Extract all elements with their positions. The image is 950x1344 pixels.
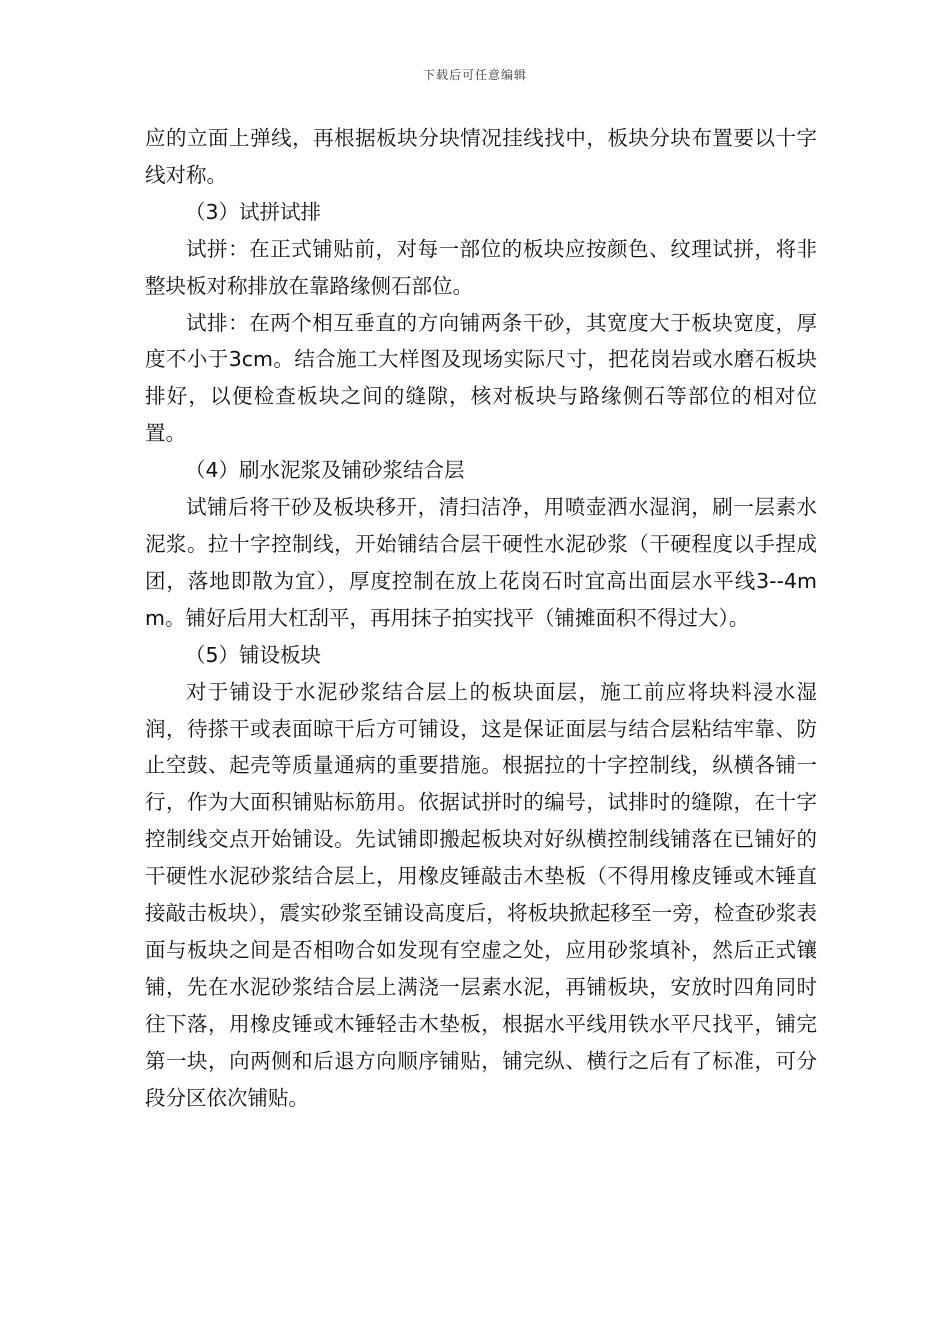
- document-body: [145, 120, 817, 1116]
- paragraph-laying-procedure: 对于铺设于水泥砂浆结合层上的板块面层，施工前应将块料浸水湿润，待搽干或表面晾干后方可铺设，这是保证面层与结合层粘结牢靠、防止空鼓、起壳等质量通病的重要措施。根据拉的十字控制线，纵横各铺一行，作为大面积铺贴标筋用。依据试拼时的编号，试排时的缝隙，在十字控制线交点开始铺设。先试铺即搬起板块对好纵横控制线铺落在已铺好的干硬性水泥砂浆结合层上，用橡皮锤敲击木垫板（不得用橡皮锤或木锤直接敲击板块），震实砂浆至铺设高度后，将板块掀起移至一旁，检查砂浆表面与板块之间是否相吻合如发现有空虚之处，应用砂浆填补，然后正式镶铺，先在水泥砂浆结合层上满浇一层素水泥，再铺板块，安放时四角同时往下落，用橡皮锤或木锤轻击木垫板，根据水平线用铁水平尺找平，铺完第一块，向两侧和后退方向顺序铺贴，铺完纵、横行之后有了标准，可分段分区依次铺贴。: [145, 679, 817, 1110]
- section-heading-laying-slabs: （5）铺设板块: [185, 642, 322, 667]
- section-heading-trial-layout: （3）试拼试排: [185, 199, 322, 224]
- section-heading-cement-slurry: （4）刷水泥浆及铺砂浆结合层: [185, 458, 465, 483]
- page-header: 下载后可任意编辑: [422, 68, 527, 82]
- paragraph-elevation-line: 应的立面上弹线，再根据板块分块情况挂线找中，板块分块布置要以十字线对称。: [145, 126, 817, 187]
- paragraph-trial-arrangement: 试排：在两个相互垂直的方向铺两条干砂，其宽度大于板块宽度，厚度不小于3cm。结合施工大样图及现场实际尺寸，把花岗岩或水磨石板块排好，以便检查板块之间的缝隙，核对板块与路缘侧石等部位的相对位置。: [145, 310, 817, 446]
- paragraph-trial-fit: 试拼：在正式铺贴前，对每一部位的板块应按颜色、纹理试拼，将非整块板对称排放在靠路缘侧石部位。: [145, 236, 817, 298]
- paragraph-mortar-bonding-layer: 试铺后将干砂及板块移开，清扫洁净，用喷壶洒水湿润，刷一层素水泥浆。拉十字控制线，开始铺结合层干硬性水泥砂浆（干硬程度以手捏成团，落地即散为宜），厚度控制在放上花岗石时宜高出面层水平线3--4mm。铺好后用大杠刮平，再用抹子拍实找平（铺摊面积不得过大）。: [145, 495, 817, 630]
